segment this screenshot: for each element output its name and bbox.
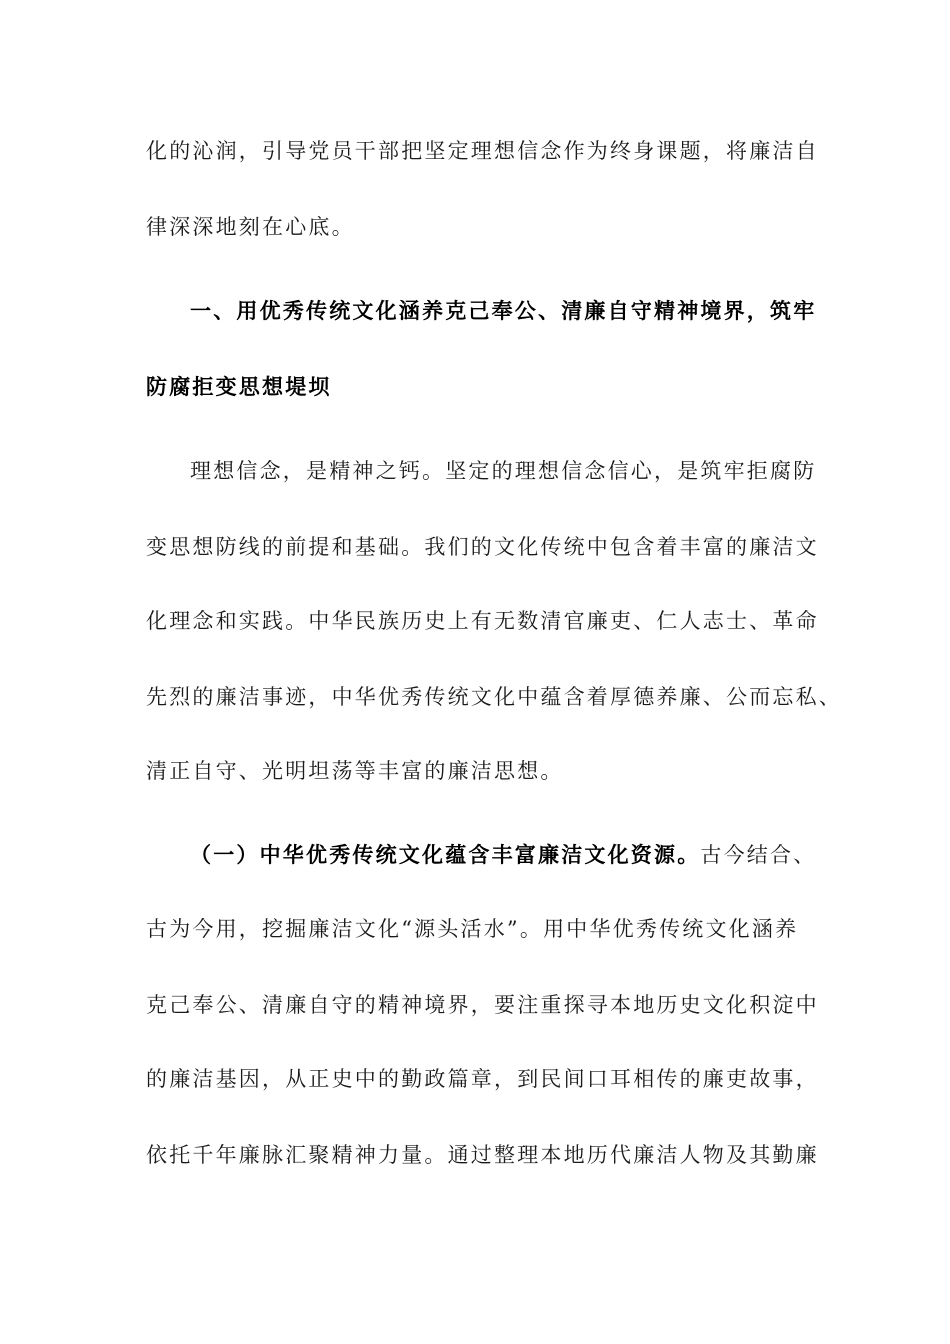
paragraph-2-line-4: 的廉洁基因，从正史中的勤政篇章，到民间口耳相传的廉吏故事，: [146, 1067, 819, 1091]
paragraph-2-line-3: 克己奉公、清廉自守的精神境界，要注重探寻本地历史文化积淀中: [146, 993, 819, 1017]
paragraph-1-line-4: 先烈的廉洁事迹，中华优秀传统文化中蕴含着厚德养廉、公而忘私、: [146, 685, 842, 709]
section-heading-line-2: 防腐拒变思想堤坝: [146, 375, 332, 399]
paragraph-2-lead-text: 古今结合、: [700, 843, 817, 867]
section-heading-line-1: 一、用优秀传统文化涵养克己奉公、清廉自守精神境界，筑牢: [190, 299, 817, 323]
paragraph-2-line-2: 古为今用，挖掘廉洁文化“源头活水”。用中华优秀传统文化涵养: [146, 917, 799, 941]
paragraph-1-line-2: 变思想防线的前提和基础。我们的文化传统中包含着丰富的廉洁文: [146, 535, 819, 559]
paragraph-1-line-3: 化理念和实践。中华民族历史上有无数清官廉吏、仁人志士、革命: [146, 609, 819, 633]
subsection-heading: （一）中华优秀传统文化蕴含丰富廉洁文化资源。: [190, 843, 701, 867]
paragraph-1-line-5: 清正自守、光明坦荡等丰富的廉洁思想。: [146, 759, 564, 783]
paragraph-1-line-1: 理想信念，是精神之钙。坚定的理想信念信心，是筑牢拒腐防: [190, 459, 817, 483]
paragraph-2-line-5: 依托千年廉脉汇聚精神力量。通过整理本地历代廉洁人物及其勤廉: [146, 1143, 819, 1167]
intro-line-2: 律深深地刻在心底。: [146, 215, 355, 239]
intro-line-1: 化的沁润，引导党员干部把坚定理想信念作为终身课题，将廉洁自: [146, 139, 819, 163]
paragraph-2-line-1: [190, 840, 816, 870]
